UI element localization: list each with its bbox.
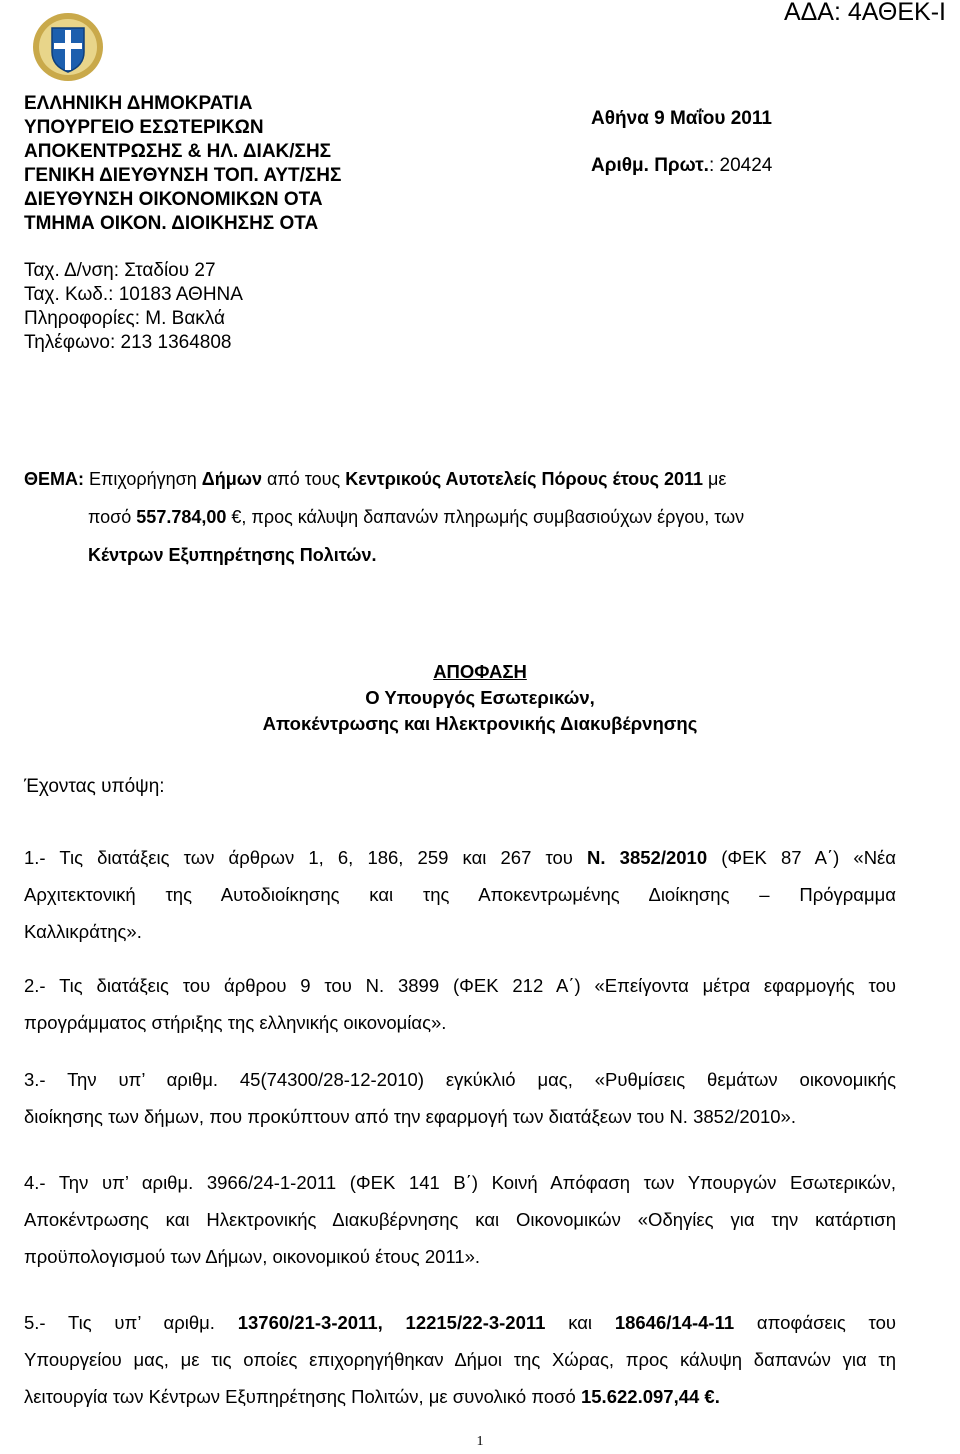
decision-title: ΑΠΟΦΑΣΗ (433, 661, 527, 682)
subject-text: Επιχορήγηση (84, 469, 202, 489)
address-line: Τηλέφωνο: 213 1364808 (24, 332, 232, 353)
ada-code: ΑΔΑ: 4ΑΘΕΚ-Ι (783, 0, 946, 26)
item-line: Αρχιτεκτονική της Αυτοδιοίκησης και της Αποκεντρωμένης Διοίκησης – Πρόγραμμα (24, 884, 896, 905)
item-amount: 15.622.097,44 (580, 1386, 700, 1407)
greek-state-emblem-icon (30, 10, 106, 84)
address-line: Ταχ. Κωδ.: 10183 ΑΘΗΝΑ (24, 284, 243, 305)
item-line: Καλλικράτης». (24, 921, 142, 942)
item-text: 12215/22-3-2011 (405, 1312, 546, 1333)
subject-text: Κεντρικούς Αυτοτελείς Πόρους έτους 2011 (345, 469, 704, 489)
subject-text: €, προς κάλυψη δαπανών πληρωμής συμβασιούχων έργου, των (226, 507, 745, 527)
subject-block (24, 460, 874, 574)
item-text: λειτουργία των Κέντρων Εξυπηρέτησης Πολιτών, με συνολικό ποσό (24, 1386, 581, 1407)
item-text: (ΦΕΚ 87 Α΄) «Νέα (707, 847, 897, 868)
item-line: προϋπολογισμού των Δήμων, οικονομικού έτους 2011». (24, 1246, 481, 1267)
item-text: 18646/14-4-11 (614, 1312, 735, 1333)
consideration-item-1 (24, 839, 896, 950)
consideration-item-3 (24, 1061, 896, 1135)
item-text: και (545, 1312, 615, 1333)
consideration-item-2 (24, 967, 896, 1041)
item-line: 4.- Την υπ’ αριθμ. 3966/24-1-2011 (ΦΕΚ 141 Β΄) Κοινή Απόφαση των Υπουργών Εσωτερικών, (24, 1172, 896, 1193)
header-line: ΑΠΟΚΕΝΤΡΩΣΗΣ & ΗΛ. ΔΙΑΚ/ΣΗΣ (24, 141, 332, 162)
subject-text: με (703, 469, 727, 489)
address-line: Πληροφορίες: Μ. Βακλά (24, 308, 226, 329)
protocol-label: Αριθμ. Πρωτ. (591, 155, 709, 176)
item-line: Υπουργείου μας, με τις οποίες επιχορηγήθηκαν Δήμοι της Χώρας, προς κάλυψη δαπανών για τη (24, 1349, 896, 1370)
item-line: προγράμματος στήριξης της ελληνικής οικονομίας». (24, 1012, 447, 1033)
item-text: αποφάσεις του (734, 1312, 897, 1333)
subject-line-1 (24, 460, 874, 498)
decision-line: Ο Υπουργός Εσωτερικών, (365, 687, 595, 708)
item-line (24, 1378, 896, 1415)
item-text (383, 1312, 406, 1333)
header-line: ΤΜΗΜΑ ΟΙΚΟΝ. ΔΙΟΙΚΗΣΗΣ ΟΤΑ (24, 213, 319, 234)
subject-amount: 557.784,00 (136, 507, 227, 527)
address-block (24, 259, 243, 355)
subject-text: Δήμων (201, 469, 262, 489)
item-text: Ν. 3852/2010 (587, 847, 708, 868)
decision-line: Αποκέντρωσης και Ηλεκτρονικής Διακυβέρνησης (262, 713, 698, 734)
subject-text: Κέντρων Εξυπηρέτησης Πολιτών. (88, 545, 377, 565)
decision-heading (0, 659, 960, 737)
item-text: €. (699, 1386, 720, 1407)
protocol-value: : 20424 (708, 155, 773, 176)
subject-line-2 (24, 498, 874, 536)
item-line: διοίκησης των δήμων, που προκύπτουν από την εφαρμογή των διατάξεων του Ν. 3852/2010». (24, 1106, 796, 1127)
subject-line-3 (24, 536, 874, 574)
item-line (24, 1304, 896, 1341)
item-line: 3.- Την υπ’ αριθμ. 45(74300/28-12-2010) εγκύκλιό μας, «Ρυθμίσεις θεμάτων οικονομικής (24, 1069, 896, 1090)
item-text: 5.- Τις υπ’ αριθμ. (24, 1312, 238, 1333)
header-line: ΥΠΟΥΡΓΕΙΟ ΕΣΩΤΕΡΙΚΩΝ (24, 117, 264, 138)
document-date: Αθήνα 9 Μαΐου 2011 (591, 108, 772, 129)
address-line: Ταχ. Δ/νση: Σταδίου 27 (24, 260, 216, 281)
consideration-item-4 (24, 1164, 896, 1275)
item-text: 13760/21-3-2011, (237, 1312, 383, 1333)
page-number: 1 (476, 1434, 484, 1449)
subject-text: ποσό (88, 507, 137, 527)
considering-label: Έχοντας υπόψη: (24, 776, 165, 797)
header-line: ΕΛΛΗΝΙΚΗ ΔΗΜΟΚΡΑΤΙΑ (24, 93, 253, 114)
item-line (24, 839, 896, 876)
header-line: ΔΙΕΥΘΥΝΣΗ ΟΙΚΟΝΟΜΙΚΩΝ ΟΤΑ (24, 189, 323, 210)
ministry-header (24, 92, 424, 236)
header-line: ΓΕΝΙΚΗ ΔΙΕΥΘΥΝΣΗ ΤΟΠ. ΑΥΤ/ΣΗΣ (24, 165, 342, 186)
subject-text: από τους (261, 469, 346, 489)
item-text: 1.- Τις διατάξεις των άρθρων 1, 6, 186, 259 και 267 του (24, 847, 588, 868)
protocol-number (591, 155, 772, 177)
item-line: Αποκέντρωσης και Ηλεκτρονικής Διακυβέρνησης και Οικονομικών «Οδηγίες για την κατάρτιση (24, 1209, 896, 1230)
consideration-item-5 (24, 1304, 896, 1415)
subject-label: ΘΕΜΑ: (24, 469, 84, 489)
item-line: 2.- Τις διατάξεις του άρθρου 9 του Ν. 3899 (ΦΕΚ 212 Α΄) «Επείγοντα μέτρα εφαρμογής του (24, 975, 896, 996)
